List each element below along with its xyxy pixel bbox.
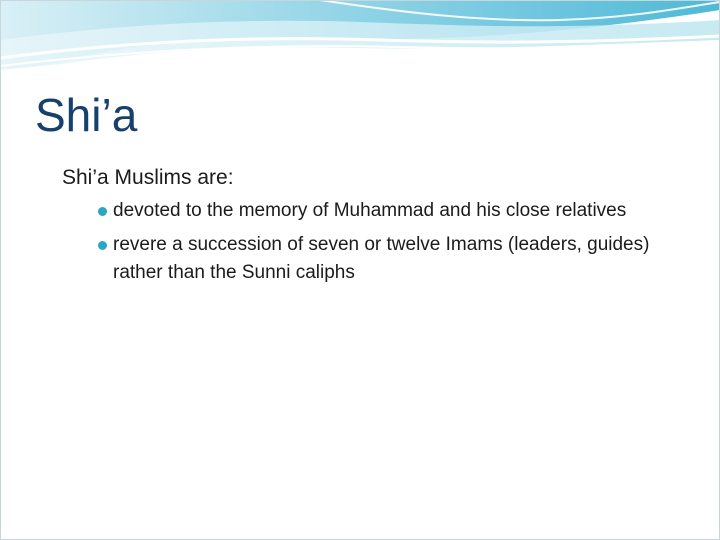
- intro-text: Shi’a Muslims are:: [62, 166, 234, 189]
- bullet-item: [113, 231, 682, 287]
- bullet-dot-icon: [98, 241, 107, 250]
- wave-header-decoration: [0, 0, 720, 90]
- slide-title: Shi’a: [35, 89, 138, 141]
- bullet-item: [113, 197, 682, 225]
- bullet-text: devoted to the memory of Muhammad and his close relatives: [113, 200, 627, 221]
- bullet-text: revere a succession of seven or twelve Imams (leaders, guides) rather than the Sunni caliphs: [113, 234, 650, 283]
- slide-body: [62, 163, 682, 293]
- bullet-list: [62, 197, 682, 287]
- bullet-dot-icon: [98, 207, 107, 216]
